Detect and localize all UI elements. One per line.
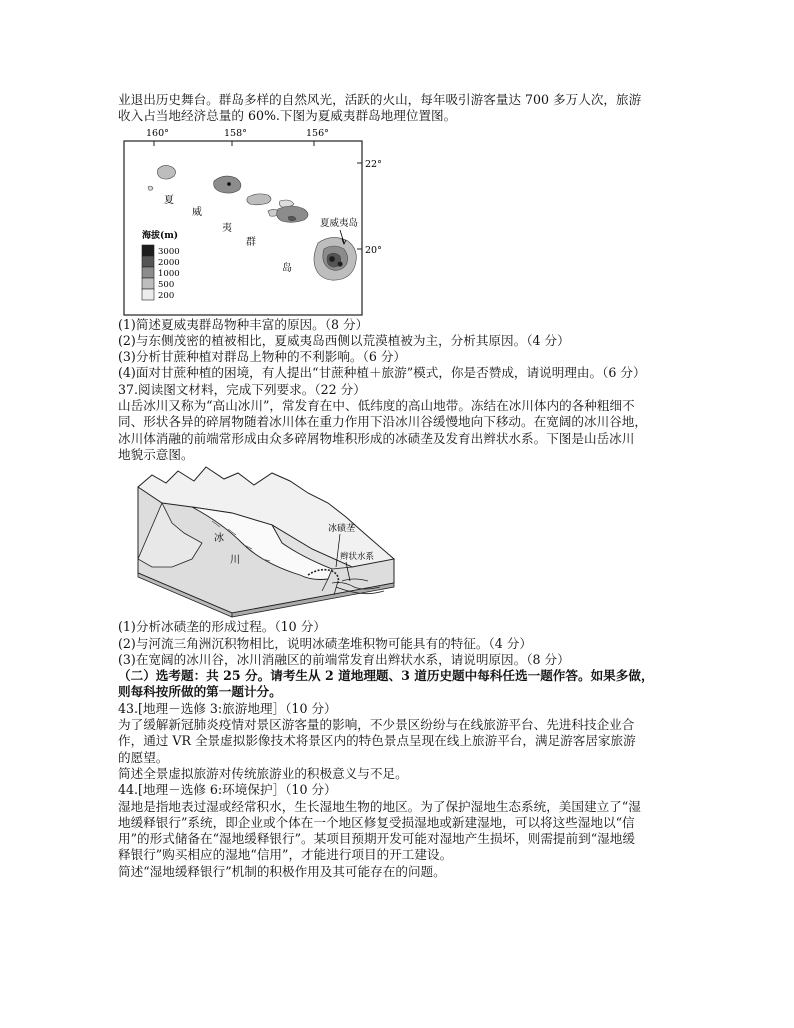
lon-label-156: 156°	[306, 127, 329, 139]
legend-title: 海拔(m)	[142, 230, 179, 241]
legend-swatch-2000	[142, 256, 154, 267]
legend-label-200: 200	[158, 290, 175, 301]
city-dot	[227, 182, 231, 186]
q43-text-1: 为了缓解新冠肺炎疫情对景区游客量的影响，不少景区纷纷与在线旅游平台、先进科技企业合	[118, 717, 635, 733]
lon-label-158: 158°	[224, 127, 247, 139]
archipelago-char-4: 群	[246, 236, 256, 248]
archipelago-char-2: 威	[192, 206, 202, 218]
intro-line-1: 业退出历史舞台。群岛多样的自然风光，活跃的火山，每年吸引游客量达 700 多万人次，旅游	[118, 92, 642, 107]
q44-text-1: 湿地是指地表过湿或经常积水，生长湿地生物的地区。为了保护湿地生态系统，美国建立了“湿	[118, 798, 641, 814]
q37-part-1: (1)分析冰碛垄的形成过程。（10 分）	[118, 619, 326, 635]
q43-text-4: 简述全景虚拟旅游对传统旅游业的积极意义与不足。	[118, 765, 408, 781]
elevation-legend	[142, 245, 180, 301]
q37-part-2: (2)与河流三角洲沉积物相比，说明冰碛垄堆积物可能具有的特征。（4 分）	[118, 635, 532, 651]
q36-part-1: (1)简述夏威夷群岛物种丰富的原因。（8 分）	[118, 316, 369, 332]
archipelago-char-3: 夷	[222, 222, 232, 234]
q36-part-3: (3)分析甘蔗种植对群岛上物种的不利影响。（6 分）	[118, 349, 407, 365]
glacier-char-2: 川	[230, 555, 240, 567]
q37-heading: 37.阅读图文材料，完成下列要求。（22 分）	[118, 381, 366, 397]
q44-text-5: 简述“湿地缓释银行”机制的积极作用及其可能存在的问题。	[118, 863, 446, 879]
q37-part-3: (3)在宽阔的冰川谷，冰川消融区的前端常发育出辫状水系，请说明原因。（8 分）	[118, 651, 570, 667]
q44-text-4: 释银行”购买相应的湿地“信用”，才能进行项目的开工建设。	[118, 847, 453, 863]
q37-text-4: 地貌示意图。	[118, 446, 194, 462]
q36-part-2: (2)与东侧茂密的植被相比，夏威夷岛西侧以荒漠植被为主，分析其原因。（4 分）	[118, 332, 570, 348]
hawaii-map	[118, 125, 408, 317]
lat-label-22: 22°	[365, 158, 382, 170]
legend-label-500: 500	[158, 279, 175, 290]
archipelago-char-1: 夏	[164, 194, 174, 206]
legend-swatch-500	[142, 278, 154, 289]
exam-page	[118, 92, 688, 880]
hawaii-island-label: 夏威夷岛	[320, 217, 359, 229]
lat-label-20: 20°	[365, 244, 382, 256]
section2-line-2: 则每科按所做的第一题计分。	[118, 684, 282, 700]
q44-text-2: 地缓释银行”系统，即企业或个体在一个地区修复受损湿地或新建湿地，可以将这些湿地以“信	[118, 814, 635, 830]
glacier-char-1: 冰	[214, 533, 224, 545]
section2-line-1: （二）选考题：共 25 分。请考生从 2 道地理题、3 道历史题中每科任选一题作答。如果多做，	[118, 668, 654, 684]
legend-label-1000: 1000	[158, 268, 180, 279]
q43-text-2: 作，通过 VR 全景虚拟影像技术将景区内的特色景点呈现在线上旅游平台，满足游客居家旅游	[118, 733, 636, 749]
q36-part-4: (4)面对甘蔗种植的困境，有人提出“甘蔗种植＋旅游”模式，你是否赞成，请说明理由。（6 分）	[118, 365, 646, 381]
legend-label-2000: 2000	[158, 257, 180, 268]
moraine-label: 冰碛垄	[328, 524, 356, 535]
q37-text-2: 同、形状各异的碎屑物随着冰川体在重力作用下沿冰川谷缓慢地向下移动。在宽阔的冰川谷地，	[118, 414, 647, 430]
q37-text-1: 山岳冰川又称为“高山冰川”，常发育在中、低纬度的高山地带。冻结在冰川体内的各种粗细不	[118, 398, 635, 414]
glacier-diagram-figure	[132, 463, 688, 619]
legend-swatch-3000	[142, 245, 154, 256]
q44-text-3: 用”的形式储备在“湿地缓释银行”。某项目预期开发可能对湿地产生损坏，则需提前到“湿地缓	[118, 831, 635, 847]
braided-label: 辫状水系	[340, 552, 375, 563]
legend-swatch-1000	[142, 267, 154, 278]
hawaii-map-figure	[118, 125, 688, 317]
legend-swatch-200	[142, 289, 154, 300]
q43-heading: 43.[地理－选修 3:旅游地理］（10 分）	[118, 700, 337, 716]
archipelago-char-5: 岛	[282, 262, 292, 274]
lon-label-160: 160°	[146, 127, 169, 139]
legend-label-3000: 3000	[158, 246, 180, 257]
q43-text-3: 的愿望。	[118, 749, 169, 765]
q44-heading: 44.[地理－选修 6:环境保护］（10 分）	[118, 782, 337, 798]
intro-line-2: 收入占当地经济总量的 60%.下图为夏威夷群岛地理位置图。	[118, 108, 457, 124]
glacier-diagram	[132, 463, 412, 619]
q37-text-3: 冰川体消融的前端常形成由众多碎屑物堆积形成的冰碛垄及发育出辫状水系。下图是山岳冰川	[118, 430, 635, 446]
